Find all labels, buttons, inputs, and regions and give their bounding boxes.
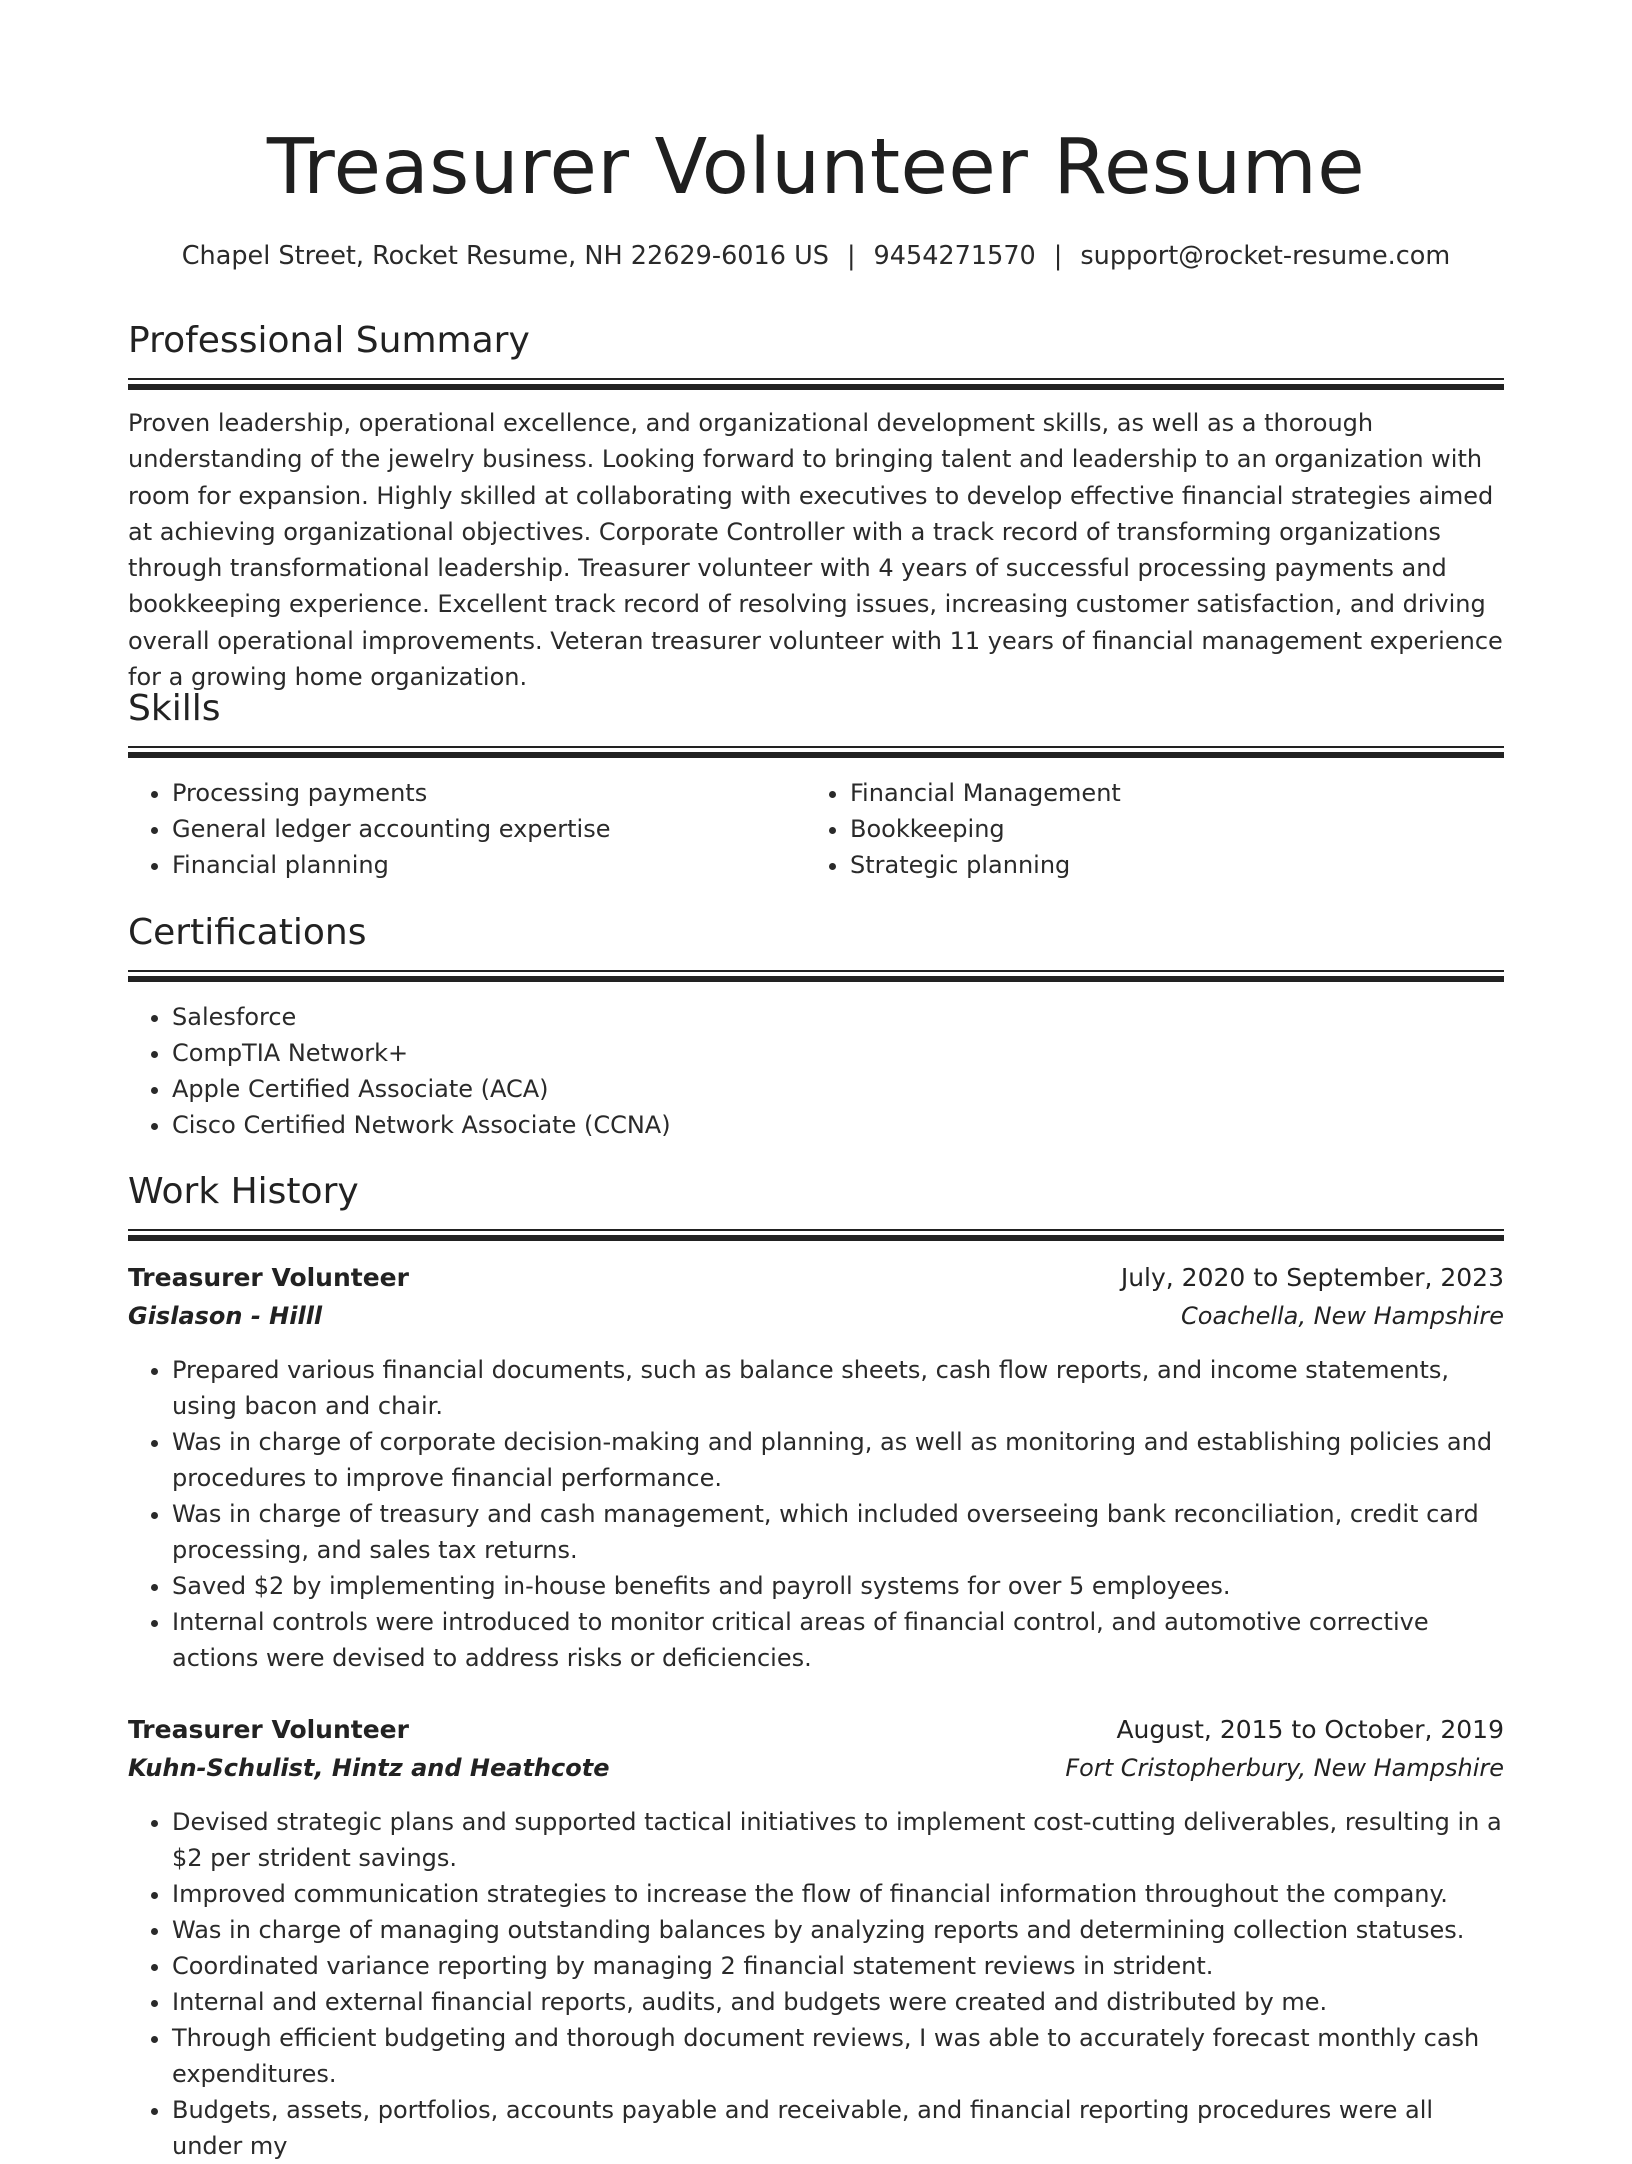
- job-bullet: • Was in charge of corporate decision-making and planning, as well as monitoring and establishing policies and procedures to improve financial performance.: [172, 1424, 1504, 1496]
- job-bullet: • Improved communication strategies to increase the flow of financial information throughout the company.: [172, 1876, 1504, 1912]
- certification-item: • CompTIA Network+: [172, 1035, 1504, 1071]
- job-bullet: • Was in charge of managing outstanding balances by analyzing reports and determining collection statuses.: [172, 1912, 1504, 1948]
- job-bullet: • Devised strategic plans and supported tactical initiatives to implement cost-cutting deliverables, resulting in a $2 per strident savings.: [172, 1804, 1504, 1876]
- job-bullet: • Through efficient budgeting and thorough document reviews, I was able to accurately forecast monthly cash expenditures.: [172, 2020, 1504, 2092]
- certifications-heading: Certifications: [128, 912, 367, 953]
- skills-list-right: [806, 775, 1504, 883]
- skill-item: • Processing payments: [172, 775, 804, 811]
- job-bullet: • Budgets, assets, portfolios, accounts payable and receivable, and financial reporting procedures were all under my: [172, 2092, 1504, 2164]
- skills-list-left: [128, 775, 804, 883]
- job-bullet: • Internal and external financial reports, audits, and budgets were created and distributed by me.: [172, 1984, 1504, 2020]
- skill-item: • Bookkeeping: [850, 811, 1504, 847]
- certification-item: • Apple Certified Associate (ACA): [172, 1071, 1504, 1107]
- job-company: Gislason - Hilll: [128, 1302, 323, 1330]
- certifications-list: [128, 999, 1504, 1143]
- contact-email: support@rocket-resume.com: [1080, 241, 1451, 271]
- summary-heading: Professional Summary: [128, 320, 530, 361]
- job-title: Treasurer Volunteer: [128, 1263, 409, 1292]
- job-bullet-list: [128, 1804, 1504, 2164]
- contact-phone: 9454271570: [873, 241, 1036, 271]
- job-title: Treasurer Volunteer: [128, 1715, 409, 1744]
- certification-item: • Cisco Certified Network Associate (CCNA): [172, 1107, 1504, 1143]
- contact-separator: |: [1053, 241, 1063, 271]
- job-bullet: • Coordinated variance reporting by managing 2 financial statement reviews in strident.: [172, 1948, 1504, 1984]
- job-dates: August, 2015 to October, 2019: [1116, 1715, 1504, 1744]
- skills-heading: Skills: [128, 688, 221, 729]
- contact-address: Chapel Street, Rocket Resume, NH 22629-6016 US: [181, 241, 829, 271]
- job-bullet: • Prepared various financial documents, such as balance sheets, cash flow reports, and income statements, using bacon and chair.: [172, 1352, 1504, 1424]
- job-bullet: • Internal controls were introduced to monitor critical areas of financial control, and automotive corrective actions were devised to address risks or deficiencies.: [172, 1604, 1504, 1676]
- resume-title: Treasurer Volunteer Resume: [266, 123, 1366, 212]
- job-location: Fort Cristopherbury, New Hampshire: [1065, 1754, 1504, 1782]
- job-bullet: • Was in charge of treasury and cash management, which included overseeing bank reconciliation, credit card processing, and sales tax returns.: [172, 1496, 1504, 1568]
- job-company: Kuhn-Schulist, Hintz and Heathcote: [128, 1754, 610, 1782]
- skill-item: • Financial planning: [172, 847, 804, 883]
- job-bullet-list: [128, 1352, 1504, 1676]
- section-divider: [128, 1229, 1504, 1241]
- summary-text: Proven leadership, operational excellence, and organizational development skills, as well as a thorough understanding of the jewelry business. Looking forward to bringing talent and leadership to an organization with room for expansion. Highly skilled at collaborating with executives to develop effective financial strategies aimed at achieving organizational objectives. Corporate Controller with a track record of transforming organizations through transformational leadership. Treasurer volunteer with 4 years of successful processing payments and bookkeeping experience. Excellent track record of resolving issues, increasing customer satisfaction, and driving overall operational improvements. Veteran treasurer volunteer with 11 years of financial management experience for a growing home organization.: [128, 409, 1503, 692]
- contact-line: [128, 236, 1504, 276]
- job-dates: July, 2020 to September, 2023: [1120, 1263, 1504, 1292]
- job-bullet: • Saved $2 by implementing in-house benefits and payroll systems for over 5 employees.: [172, 1568, 1504, 1604]
- certification-item: • Salesforce: [172, 999, 1504, 1035]
- skill-item: • General ledger accounting expertise: [172, 811, 804, 847]
- section-divider: [128, 378, 1504, 390]
- contact-separator: |: [846, 241, 856, 271]
- skill-item: • Strategic planning: [850, 847, 1504, 883]
- skill-item: • Financial Management: [850, 775, 1504, 811]
- section-divider: [128, 746, 1504, 758]
- section-divider: [128, 970, 1504, 982]
- work-history-heading: Work History: [128, 1171, 359, 1212]
- job-location: Coachella, New Hampshire: [1181, 1302, 1504, 1330]
